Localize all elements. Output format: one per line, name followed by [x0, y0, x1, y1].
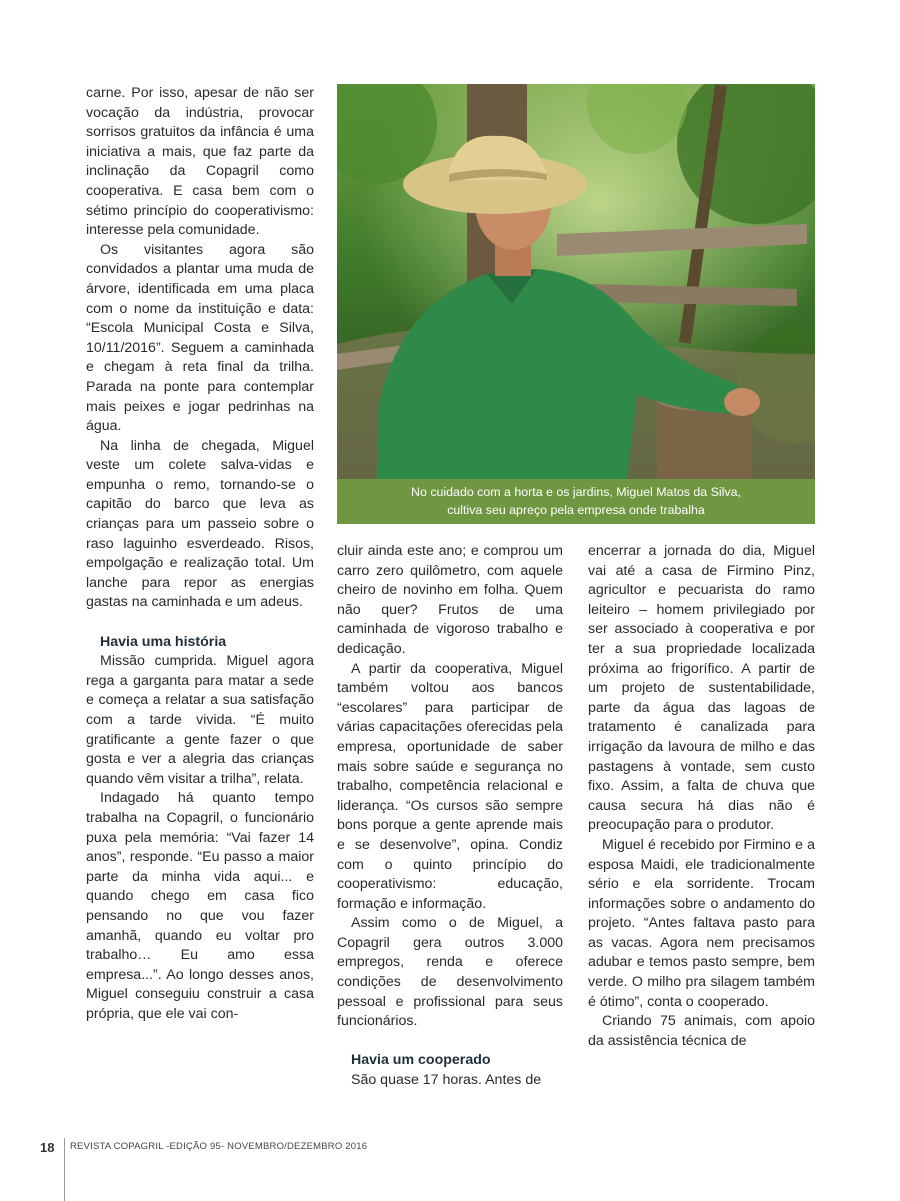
paragraph: A partir da cooperativa, Miguel também voltou aos bancos “escolares” para participar de várias capacitações oferecidas pela empresa, oportunidade de saber mais sobre saúde e segurança no trabalho, competência relacional e liderança. “Os cursos são sempre bons porque a gente aprende mais e se desenvolve”, opina. Condiz com o quinto princípio do cooperativismo: educação, formação e informação.	[337, 660, 563, 912]
paragraph: Missão cumprida. Miguel agora rega a garganta para matar a sede e começa a relatar a sua satisfação com a tarde vivida. “É muito gratificante a gente fazer o que gosta e ver a alegria das crianças quando vêm visitar a trilha”, relata.	[86, 653, 314, 787]
section-heading: Havia uma história	[100, 633, 227, 650]
paragraph: Criando 75 animais, com apoio da assistência técnica de	[588, 1013, 815, 1049]
paragraph: Assim como o de Miguel, a Copagril gera outros 3.000 empregos, renda e oferece condições de desenvolvimento pessoal e profissional para seus funcionários.	[337, 915, 563, 1030]
caption-line-2: cultiva seu apreço pela empresa onde trabalha	[447, 503, 705, 517]
footer-divider	[64, 1138, 65, 1201]
section-heading: Havia um cooperado	[351, 1052, 491, 1069]
caption-line-1: No cuidado com a horta e os jardins, Miguel Matos da Silva,	[411, 485, 741, 499]
photo-farmer-in-garden	[337, 84, 815, 479]
paragraph: Na linha de chegada, Miguel veste um colete salva-vidas e empunha o remo, tornando-se o capitão do barco que leva as crianças para um passeio sobre o raso laguinho esverdeado. Risos, empolgação e realização total. Um lanche para repor as energias gastas na caminhada e um adeus.	[86, 437, 314, 611]
page-footer	[40, 1138, 368, 1160]
publication-info: REVISTA COPAGRIL -EDIÇÃO 95- NOVEMBRO/DEZEMBRO 2016	[70, 1141, 368, 1152]
paragraph: cluir ainda este ano; e comprou um carro zero quilômetro, com aquele cheiro de novinho em folha. Quem não quer? Frutos de uma caminhada de vigoroso trabalho e dedicação.	[337, 543, 563, 657]
photo-caption	[337, 479, 815, 524]
paragraph: Os visitantes agora são convidados a plantar uma muda de árvore, identificada em uma placa com o nome da instituição e data: “Escola Municipal Costa e Silva, 10/11/2016”. Seguem a caminhada e chegam à reta final da trilha. Parada na ponte para contemplar mais peixes e jogar pedrinhas na água.	[86, 241, 314, 435]
article-column-2	[337, 542, 563, 1091]
paragraph: São quase 17 horas. Antes de	[351, 1072, 542, 1089]
article-column-1	[86, 84, 314, 1025]
article-column-3	[588, 542, 815, 1051]
paragraph: Indagado há quanto tempo trabalha na Copagril, o funcionário puxa pela memória: “Vai fazer 14 anos”, responde. “Eu passo a maior parte da minha vida aqui... e quando chego em casa fico pensando no que vou fazer amanhã, quando eu voltar pro trabalho… Eu amo essa empresa...”. Ao longo desses anos, Miguel conseguiu construir a casa própria, que ele vai con-	[86, 790, 314, 1022]
page-number: 18	[40, 1140, 55, 1155]
paragraph: Miguel é recebido por Firmino e a esposa Maidi, ele tradicionalmente sério e ela sorridente. Trocam informações sobre o andamento do projeto. “Antes faltava pasto para as vacas. Agora nem precisamos adubar e temos pasto sempre, bem verde. O milho pra silagem também é ótimo”, conta o cooperado.	[588, 836, 815, 1010]
paragraph: encerrar a jornada do dia, Miguel vai até a casa de Firmino Pinz, agricultor e pecuarista do ramo leiteiro – homem privilegiado por ser associado à cooperativa e por ter a sua propriedade localizada próxima ao frigorífico. A partir de um projeto de sustentabilidade, parte da água das lagoas de tratamento é canalizada para irrigação da lavoura de milho e das pastagens à vontade, sem custo fixo. Assim, a falta de chuva que causa secura há dias não é preocupação para o produtor.	[588, 543, 815, 834]
paragraph: carne. Por isso, apesar de não ser vocação da indústria, provocar sorrisos gratuitos da infância é uma iniciativa a mais, que faz parte da inclinação da Copagril como cooperativa. E casa bem com o sétimo princípio do cooperativismo: interesse pela comunidade.	[86, 85, 314, 239]
